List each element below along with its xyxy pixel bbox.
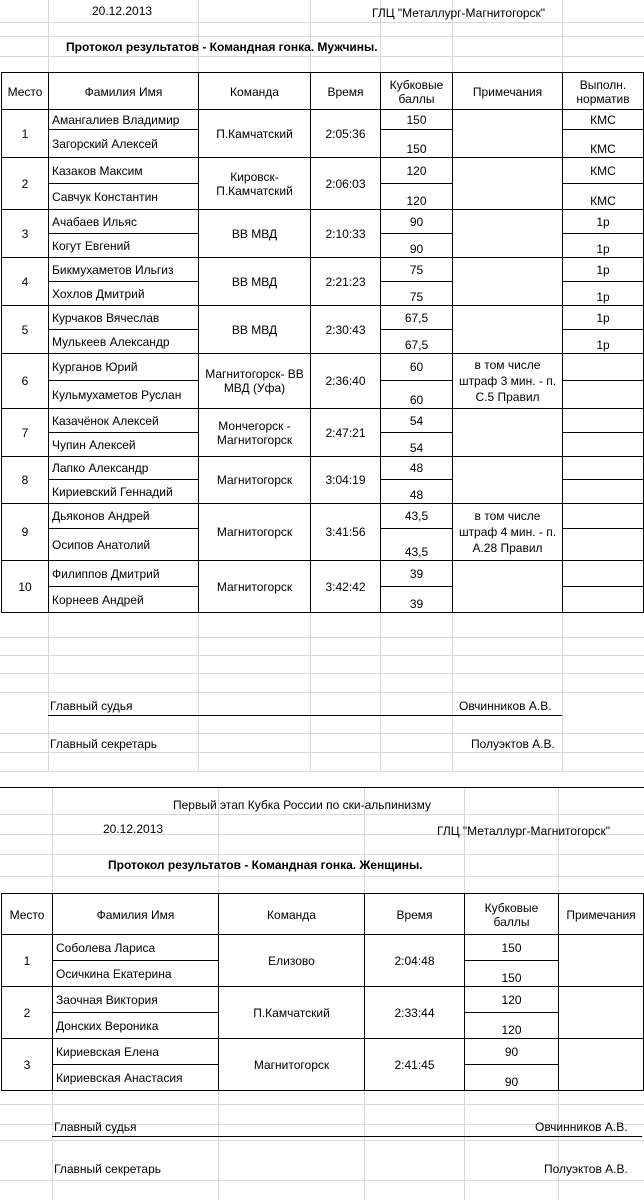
team-cell: Магнитогорск [199,504,311,561]
team-cell: Магнитогорск [199,457,311,504]
cup-points-cell: 43,5 [381,504,453,529]
cup-points-cell: 48 [381,480,453,504]
cup-points-cell: 150 [465,935,559,961]
cup-points-cell: 39 [381,561,453,587]
cup-points-cell: 150 [465,961,559,987]
athlete-name-cell: Дьяконов Андрей [49,504,199,529]
table-row [2,504,644,529]
men-judge-signature-line [48,715,562,716]
women-secretary-name: Полуэктов А.В. [544,1162,628,1176]
norm-cell: КМС [563,158,644,184]
team-cell: Магнитогорск [199,561,311,613]
notes-cell [559,935,644,987]
women-date: 20.12.2013 [103,822,164,836]
athlete-name-cell: Ачабаев Ильяс [49,210,199,234]
place-cell: 5 [2,306,49,354]
team-cell: Магнитогорск [219,1039,365,1091]
cup-points-cell: 90 [381,210,453,234]
men-date: 20.12.2013 [92,4,153,18]
table-row [2,561,644,587]
team-cell: Кировск- П.Камчатский [199,158,311,210]
norm-cell: 1р [563,234,644,258]
women-judge-name: Овчинников А.В. [535,1120,628,1134]
place-cell: 2 [2,158,49,210]
time-cell: 2:04:48 [365,935,465,987]
place-cell: 10 [2,561,49,613]
norm-cell: КМС [563,184,644,210]
norm-cell [563,457,644,480]
norm-cell: 1р [563,330,644,354]
norm-cell: 1р [563,258,644,282]
athlete-name-cell: Чупин Алексей [49,433,199,457]
time-cell: 2:47:21 [311,409,381,457]
notes-cell [559,1039,644,1091]
team-cell: ВВ МВД [199,210,311,258]
athlete-name-cell: Кириевский Геннадий [49,480,199,504]
athlete-name-cell: Курганов Юрий [49,354,199,381]
time-cell: 2:21:23 [311,258,381,306]
cup-points-cell: 150 [381,110,453,130]
place-cell: 2 [2,987,53,1039]
header-name: Фамилия Имя [49,73,199,111]
table-row [2,987,644,1013]
women-judge-label: Главный судья [54,1120,137,1134]
athlete-name-cell: Савчук Константин [49,184,199,210]
notes-cell [453,258,563,306]
norm-cell: 1р [563,306,644,330]
place-cell: 3 [2,210,49,258]
notes-cell [453,409,563,457]
notes-cell: в том числе штраф 3 мин. - п. С.5 Правил [453,354,563,409]
notes-cell [453,306,563,354]
cup-points-cell: 67,5 [381,330,453,354]
place-cell: 9 [2,504,49,561]
athlete-name-cell: Бикмухаметов Ильгиз [49,258,199,282]
time-cell: 2:30:43 [311,306,381,354]
cup-points-cell: 90 [465,1065,559,1091]
table-row [2,210,644,234]
athlete-name-cell: Осичкина Екатерина [53,961,219,987]
team-cell: ВВ МВД [199,258,311,306]
header-norm: Выполн. норматив [563,73,644,111]
cup-points-cell: 120 [465,1013,559,1039]
norm-cell [563,587,644,613]
men-header-row [2,73,644,111]
athlete-name-cell: Когут Евгений [49,234,199,258]
athlete-name-cell: Хохлов Дмитрий [49,282,199,306]
norm-cell: 1р [563,282,644,306]
athlete-name-cell: Заочная Виктория [53,987,219,1013]
women-results-body [1,934,644,1091]
athlete-name-cell: Донских Вероника [53,1013,219,1039]
header-place: Место [2,894,53,936]
cup-points-cell: 90 [465,1039,559,1065]
place-cell: 4 [2,258,49,306]
team-cell: ВВ МВД [199,306,311,354]
team-cell: П.Камчатский [219,987,365,1039]
header-time: Время [365,894,465,936]
norm-cell: 1р [563,210,644,234]
table-row [2,354,644,381]
header-place: Место [2,73,49,111]
time-cell: 2:10:33 [311,210,381,258]
cup-points-cell: 120 [381,158,453,184]
table-row [2,158,644,184]
notes-cell [453,561,563,613]
table-row [2,935,644,961]
norm-cell [563,354,644,381]
time-cell: 2:05:36 [311,110,381,158]
time-cell: 2:41:45 [365,1039,465,1091]
place-cell: 8 [2,457,49,504]
header-points: Кубковые баллы [465,894,559,936]
time-cell: 2:33:44 [365,987,465,1039]
header-notes: Примечания [453,73,563,111]
athlete-name-cell: Курчаков Вячеслав [49,306,199,330]
athlete-name-cell: Амангалиев Владимир [49,110,199,130]
athlete-name-cell: Кириевская Елена [53,1039,219,1065]
athlete-name-cell: Загорский Алексей [49,130,199,158]
men-venue: ГЛЦ "Металлург-Магнитогорск" [372,6,546,20]
women-results-table [1,893,644,936]
athlete-name-cell: Филиппов Дмитрий [49,561,199,587]
table-row [2,409,644,433]
notes-cell: в том числе штраф 4 мин. - п. А.28 Правил [453,504,563,561]
header-points: Кубковые баллы [381,73,453,111]
women-secretary-label: Главный секретарь [54,1162,161,1176]
notes-cell [559,987,644,1039]
women-header-row [2,894,644,936]
header-notes: Примечания [559,894,644,936]
athlete-name-cell: Кириевская Анастасия [53,1065,219,1091]
place-cell: 1 [2,110,49,158]
cup-points-cell: 54 [381,409,453,433]
time-cell: 3:41:56 [311,504,381,561]
norm-cell [563,409,644,433]
time-cell: 3:42:42 [311,561,381,613]
place-cell: 1 [2,935,53,987]
cup-points-cell: 90 [381,234,453,258]
norm-cell: КМС [563,110,644,130]
norm-cell [563,381,644,409]
header-name: Фамилия Имя [53,894,219,936]
men-judge-name: Овчинников А.В. [459,699,552,713]
notes-cell [453,110,563,158]
cup-points-cell: 48 [381,457,453,480]
norm-cell [563,433,644,457]
women-protocol-title: Протокол результатов - Командная гонка. Женщины. [108,858,423,872]
women-judge-signature-line [52,1136,642,1137]
athlete-name-cell: Мулькеев Александр [49,330,199,354]
cup-points-cell: 120 [381,184,453,210]
header-team: Команда [219,894,365,936]
notes-cell [453,158,563,210]
time-cell: 2:06:03 [311,158,381,210]
norm-cell [563,504,644,529]
cup-points-cell: 67,5 [381,306,453,330]
notes-cell [453,457,563,504]
athlete-name-cell: Лапко Александр [49,457,199,480]
women-venue: ГЛЦ "Металлург-Магнитогорск" [437,824,611,838]
team-cell: П.Камчатский [199,110,311,158]
athlete-name-cell: Соболева Лариса [53,935,219,961]
athlete-name-cell: Осипов Анатолий [49,529,199,561]
men-results-table [1,72,644,111]
athlete-name-cell: Кульмухаметов Руслан [49,381,199,409]
notes-cell [453,210,563,258]
header-time: Время [311,73,381,111]
table-row [2,457,644,480]
norm-cell: КМС [563,130,644,158]
norm-cell [563,529,644,561]
men-protocol-title: Протокол результатов - Командная гонка. Мужчины. [66,40,378,54]
team-cell: Елизово [219,935,365,987]
athlete-name-cell: Казаков Максим [49,158,199,184]
place-cell: 3 [2,1039,53,1091]
team-cell: Мончегорск - Магнитогорск [199,409,311,457]
time-cell: 3:04:19 [311,457,381,504]
cup-points-cell: 75 [381,282,453,306]
cup-points-cell: 75 [381,258,453,282]
team-cell: Магнитогорск- ВВ МВД (Уфа) [199,354,311,409]
norm-cell [563,561,644,587]
cup-points-cell: 150 [381,130,453,158]
table-row [2,1039,644,1065]
athlete-name-cell: Корнеев Андрей [49,587,199,613]
table-row [2,110,644,130]
place-cell: 6 [2,354,49,409]
men-secretary-label: Главный секретарь [50,737,157,751]
cup-points-cell: 39 [381,587,453,613]
norm-cell [563,480,644,504]
cup-points-cell: 60 [381,354,453,381]
athlete-name-cell: Казачёнок Алексей [49,409,199,433]
table-row [2,258,644,282]
cup-points-cell: 120 [465,987,559,1013]
men-results-body [1,109,644,613]
men-judge-label: Главный судья [50,699,133,713]
cup-points-cell: 43,5 [381,529,453,561]
time-cell: 2:36:40 [311,354,381,409]
men-secretary-name: Полуэктов А.В. [471,737,555,751]
women-sheet [0,788,644,1200]
header-team: Команда [199,73,311,111]
cup-points-cell: 54 [381,433,453,457]
women-event-title: Первый этап Кубка России по ски-альпинизму [173,798,431,812]
cup-points-cell: 60 [381,381,453,409]
place-cell: 7 [2,409,49,457]
table-row [2,306,644,330]
